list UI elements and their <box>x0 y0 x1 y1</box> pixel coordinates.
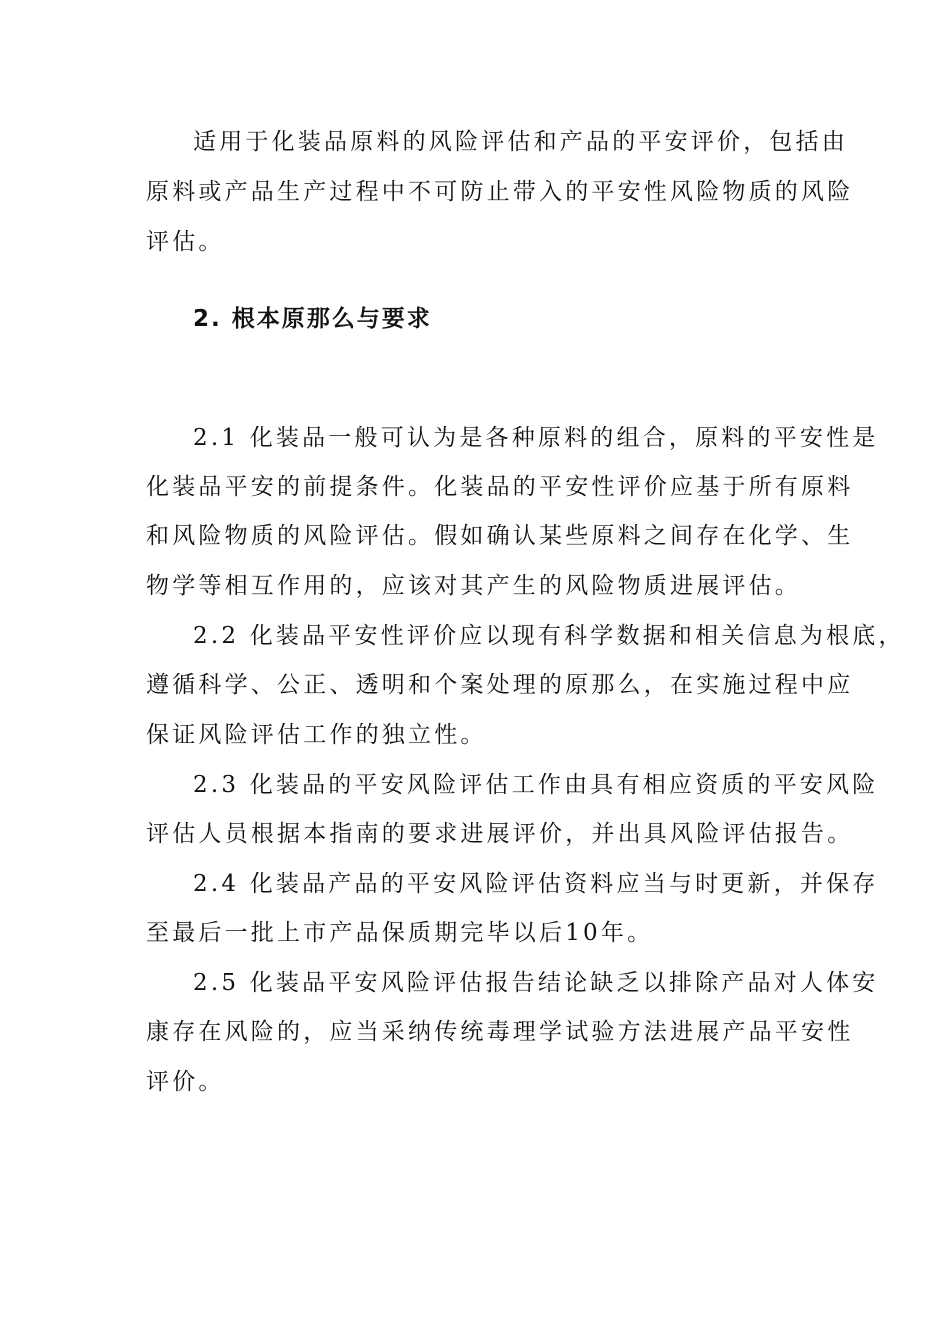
section-heading: 2. 根本原那么与要求 <box>193 306 432 332</box>
paragraph-line: 至最后一批上市产品保质期完毕以后10年。 <box>146 920 654 946</box>
paragraph-line: 物学等相互作用的，应该对其产生的风险物质进展评估。 <box>146 573 801 599</box>
paragraph-line: 评价。 <box>146 1069 225 1095</box>
paragraph-line: 适用于化装品原料的风险评估和产品的平安评价，包括由 <box>193 129 848 155</box>
paragraph-line: 2.5 化装品平安风险评估报告结论缺乏以排除产品对人体安 <box>193 970 879 996</box>
paragraph-line: 2.3 化装品的平安风险评估工作由具有相应资质的平安风险 <box>193 772 879 798</box>
paragraph-line: 化装品平安的前提条件。化装品的平安性评价应基于所有原料 <box>146 474 854 500</box>
paragraph-line: 保证风险评估工作的独立性。 <box>146 722 487 748</box>
paragraph-line: 2.2 化装品平安性评价应以现有科学数据和相关信息为根底， <box>193 623 905 649</box>
paragraph-line: 2.1 化装品一般可认为是各种原料的组合，原料的平安性是 <box>193 425 879 451</box>
paragraph-line: 评估人员根据本指南的要求进展评价，并出具风险评估报告。 <box>146 821 854 847</box>
paragraph-line: 评估。 <box>146 229 225 255</box>
paragraph-line: 2.4 化装品产品的平安风险评估资料应当与时更新，并保存 <box>193 871 879 897</box>
paragraph-line: 和风险物质的风险评估。假如确认某些原料之间存在化学、生 <box>146 523 854 549</box>
paragraph-line: 遵循科学、公正、透明和个案处理的原那么，在实施过程中应 <box>146 672 854 698</box>
paragraph-line: 原料或产品生产过程中不可防止带入的平安性风险物质的风险 <box>146 179 854 205</box>
paragraph-line: 康存在风险的，应当采纳传统毒理学试验方法进展产品平安性 <box>146 1019 854 1045</box>
